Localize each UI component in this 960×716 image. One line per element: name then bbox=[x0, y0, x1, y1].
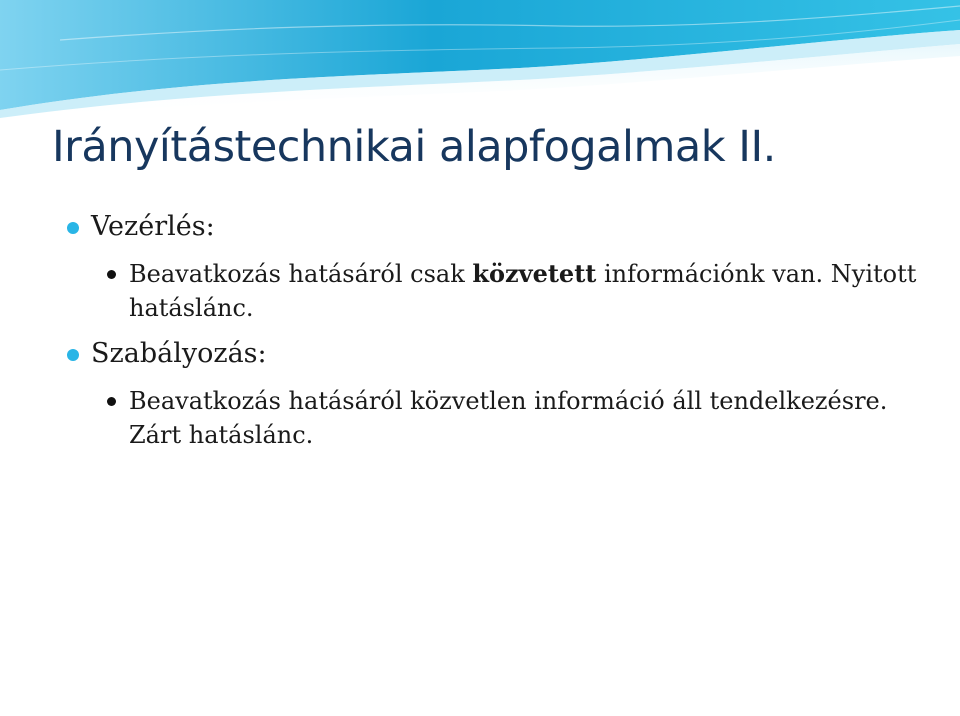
sub-bullet-item-szabalyozas bbox=[104, 384, 926, 452]
bullet-heading: Vezérlés: bbox=[91, 211, 215, 242]
sub-bullet-text: Beavatkozás hatásáról közvetlen információ áll tendelkezésre. Zárt hatáslánc. bbox=[129, 387, 888, 449]
header-wave-decoration bbox=[0, 0, 960, 120]
bullet-item-szabalyozas bbox=[66, 335, 926, 372]
bullet-dot-icon bbox=[67, 349, 79, 361]
bullet-item-vezerles bbox=[66, 208, 926, 245]
bullet-list bbox=[66, 208, 926, 462]
sub-bullet-emphasis: közvetett bbox=[472, 259, 597, 288]
sub-bullet-item-vezerles bbox=[104, 257, 926, 325]
sub-bullet-text-before: Beavatkozás hatásáról csak bbox=[129, 260, 473, 288]
bullet-dot-icon bbox=[67, 222, 79, 234]
sub-bullet-dot-icon bbox=[107, 397, 116, 406]
sub-bullet-text-after: információnk van. Nyitott hatáslánc. bbox=[129, 260, 917, 322]
slide-title: Irányítástechnikai alapfogalmak II. bbox=[52, 122, 776, 172]
bullet-heading: Szabályozás: bbox=[91, 338, 267, 369]
sub-bullet-dot-icon bbox=[107, 270, 116, 279]
